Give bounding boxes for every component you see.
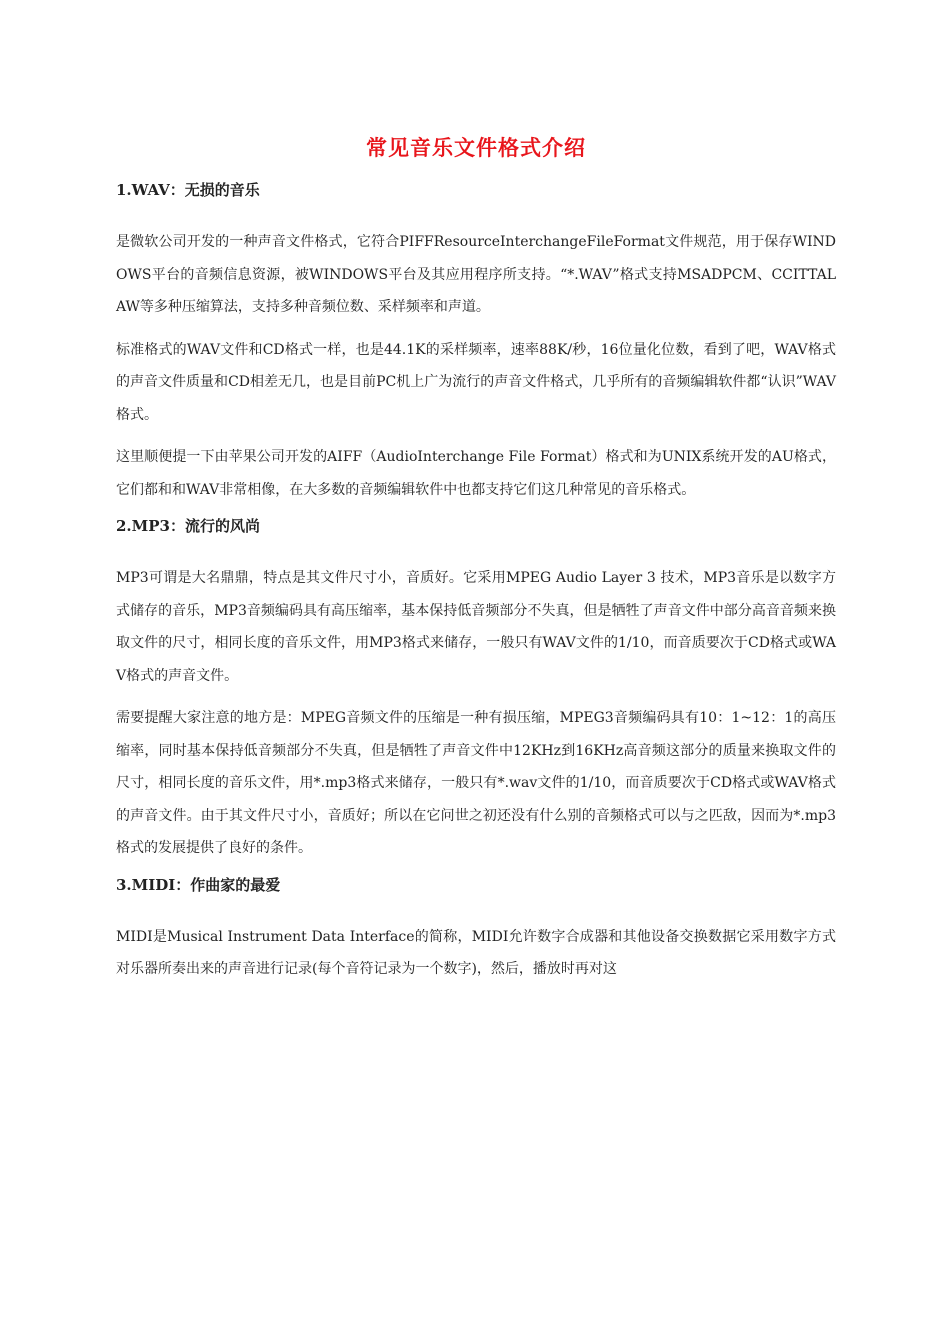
paragraph: 标准格式的WAV文件和CD格式一样，也是44.1K的采样频率，速率88K/秒，16位量化位数，看到了吧，WAV格式的声音文件质量和CD相差无几，也是目前PC机上广为流行的声音文件格式，几乎所有的音频编辑软件都“认识”WAV格式。 — [116, 341, 836, 423]
paragraph: MP3可谓是大名鼎鼎，特点是其文件尺寸小，音质好。它采用MPEG Audio Layer 3 技术，MP3音乐是以数字方式储存的音乐，MP3音频编码具有高压缩率，基本保持低音频部分不失真，但是牺牲了声音文件中部分高音音频来换取文件的尺寸，相同长度的音乐文件，用MP3格式来储存，一般只有WAV文件的1/10，而音质要次于CD格式或WAV格式的声音文件。 — [116, 570, 836, 684]
page-title: 常见音乐文件格式介绍 — [366, 135, 586, 160]
paragraph: MIDI是Musical Instrument Data Interface的简称，MIDI允许数字合成器和其他设备交换数据它采用数字方式对乐器所奏出来的声音进行记录(每个音符记录为一个数字)，然后，播放时再对这 — [116, 928, 836, 977]
document-body — [116, 128, 836, 996]
section-heading: 1.WAV：无损的音乐 — [116, 181, 260, 199]
section-wav — [116, 180, 836, 506]
section-heading: 3.MIDI：作曲家的最爱 — [116, 875, 281, 894]
paragraph: 需要提醒大家注意的地方是：MPEG音频文件的压缩是一种有损压缩，MPEG3音频编码具有10：1~12：1的高压缩率，同时基本保持低音频部分不失真，但是牺牲了声音文件中12KHz到16KHz高音频这部分的质量来换取文件的尺寸，相同长度的音乐文件，用*.mp3格式来储存，一般只有*.wav文件的1/10，而音质要次于CD格式或WAV格式的声音文件。由于其文件尺寸小，音质好；所以在它问世之初还没有什么别的音频格式可以与之匹敌，因而为*.mp3格式的发展提供了良好的条件。 — [116, 710, 836, 856]
paragraph: 这里顺便提一下由苹果公司开发的AIFF（AudioInterchange File Format）格式和为UNIX系统开发的AU格式，它们都和和WAV非常相像，在大多数的音频编辑软件中也都支持它们这几种常见的音乐格式。 — [116, 449, 836, 498]
section-mp3 — [116, 516, 836, 865]
paragraph: 是微软公司开发的一种声音文件格式，它符合PIFFResourceInterchangeFileFormat文件规范，用于保存WINDOWS平台的音频信息资源，被WINDOWS平台及其应用程序所支持。“*.WAV”格式支持MSADPCM、CCITTALAW等多种压缩算法，支持多种音频位数、采样频率和声道。 — [116, 234, 836, 315]
section-midi — [116, 875, 836, 986]
section-heading: 2.MP3：流行的风尚 — [116, 517, 260, 535]
